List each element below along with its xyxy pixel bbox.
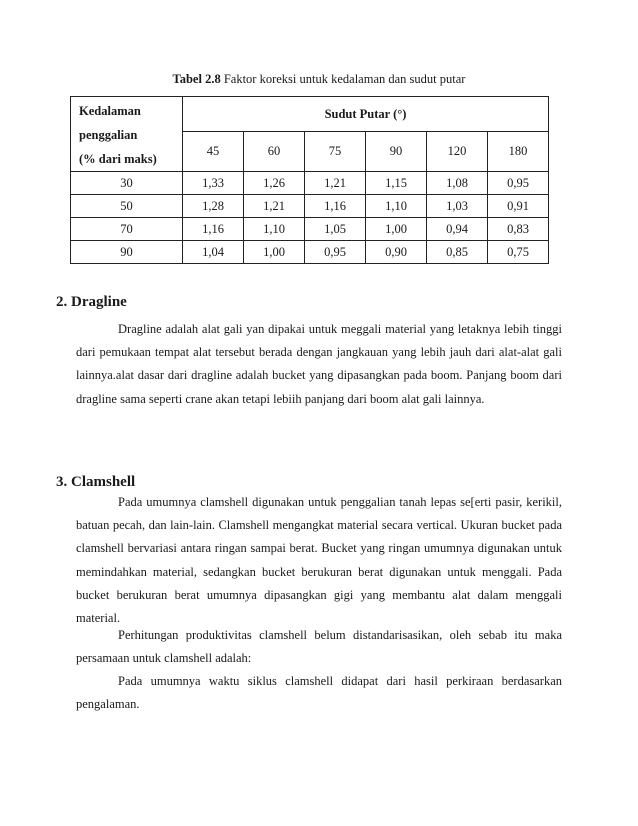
- table-row: [71, 195, 549, 218]
- factor-cell: 1,00: [244, 241, 305, 264]
- factor-cell: 1,10: [366, 195, 427, 218]
- factor-cell: 0,90: [366, 241, 427, 264]
- angle-header: 45: [183, 132, 244, 172]
- factor-cell: 0,91: [488, 195, 549, 218]
- factor-cell: 1,10: [244, 218, 305, 241]
- factor-cell: 1,26: [244, 172, 305, 195]
- angle-header: 75: [305, 132, 366, 172]
- factor-cell: 1,08: [427, 172, 488, 195]
- factor-cell: 1,28: [183, 195, 244, 218]
- correction-factor-table: [70, 96, 549, 264]
- factor-cell: 1,16: [305, 195, 366, 218]
- factor-cell: 0,75: [488, 241, 549, 264]
- section-heading-clamshell: 3. Clamshell: [56, 474, 136, 490]
- row-header-line: (% dari maks): [79, 152, 157, 166]
- angle-header: 120: [427, 132, 488, 172]
- row-header-line: penggalian: [79, 128, 138, 142]
- depth-cell: 30: [71, 172, 183, 195]
- clamshell-paragraph-1: [76, 491, 562, 630]
- factor-cell: 1,15: [366, 172, 427, 195]
- clamshell-paragraph-2: [76, 624, 562, 670]
- row-header-line: Kedalaman: [79, 104, 141, 118]
- factor-cell: 1,21: [305, 172, 366, 195]
- clamshell-paragraph-3: [76, 670, 562, 716]
- clamshell-text-1: Pada umumnya clamshell digunakan untuk penggalian tanah lepas se[erti pasir, kerikil, batuan pecah, dan lain-lain. Clamshell mengangkat material secara vertical. Ukuran bucket pada clamshell bervariasi antara ringan sampai berat. Bucket yang ringan umumnya digunakan untuk memindahkan material, sedangkan bucket berukuran berat digunakan untuk menggali. Pada bucket berukuran berat umumnya dipasangkan gigi yang membantu alat dalam menggali material.: [76, 495, 562, 626]
- factor-cell: 0,94: [427, 218, 488, 241]
- clamshell-text-2: Perhitungan produktivitas clamshell belum distandarisasikan, oleh sebab itu maka persamaan untuk clamshell adalah:: [76, 628, 562, 666]
- factor-cell: 0,85: [427, 241, 488, 264]
- factor-cell: 0,95: [305, 241, 366, 264]
- angle-header: 60: [244, 132, 305, 172]
- factor-cell: 1,21: [244, 195, 305, 218]
- clamshell-text-3: Pada umumnya waktu siklus clamshell didapat dari hasil perkiraan berdasarkan pengalaman.: [76, 674, 562, 712]
- table-caption: [0, 72, 638, 87]
- factor-cell: 1,04: [183, 241, 244, 264]
- table-row: [71, 172, 549, 195]
- table-row: [71, 241, 549, 264]
- row-header-depth: [71, 97, 183, 172]
- depth-cell: 70: [71, 218, 183, 241]
- dragline-paragraph: [76, 318, 562, 411]
- factor-cell: 0,95: [488, 172, 549, 195]
- factor-cell: 0,83: [488, 218, 549, 241]
- table-caption-label: Tabel 2.8: [172, 72, 221, 86]
- depth-cell: 90: [71, 241, 183, 264]
- factor-cell: 1,16: [183, 218, 244, 241]
- table-row: [71, 218, 549, 241]
- column-group-header: Sudut Putar (°): [183, 97, 549, 132]
- factor-cell: 1,33: [183, 172, 244, 195]
- dragline-text: Dragline adalah alat gali yan dipakai untuk meggali material yang letaknya lebih tinggi dari pemukaan tempat alat tersebut berada dengan jangkauan yang lebih jauh dari alat-alat gali lainnya.alat dasar dari dragline adalah bucket yang dipasangkan pada boom. Panjang boom dari dragline sama seperti crane akan tetapi lebiih panjang dari boom alat gali lainnya.: [76, 322, 562, 406]
- table-caption-text: Faktor koreksi untuk kedalaman dan sudut putar: [220, 72, 466, 86]
- section-heading-dragline: 2. Dragline: [56, 294, 127, 310]
- angle-header: 90: [366, 132, 427, 172]
- factor-cell: 1,00: [366, 218, 427, 241]
- factor-cell: 1,03: [427, 195, 488, 218]
- angle-header: 180: [488, 132, 549, 172]
- depth-cell: 50: [71, 195, 183, 218]
- factor-cell: 1,05: [305, 218, 366, 241]
